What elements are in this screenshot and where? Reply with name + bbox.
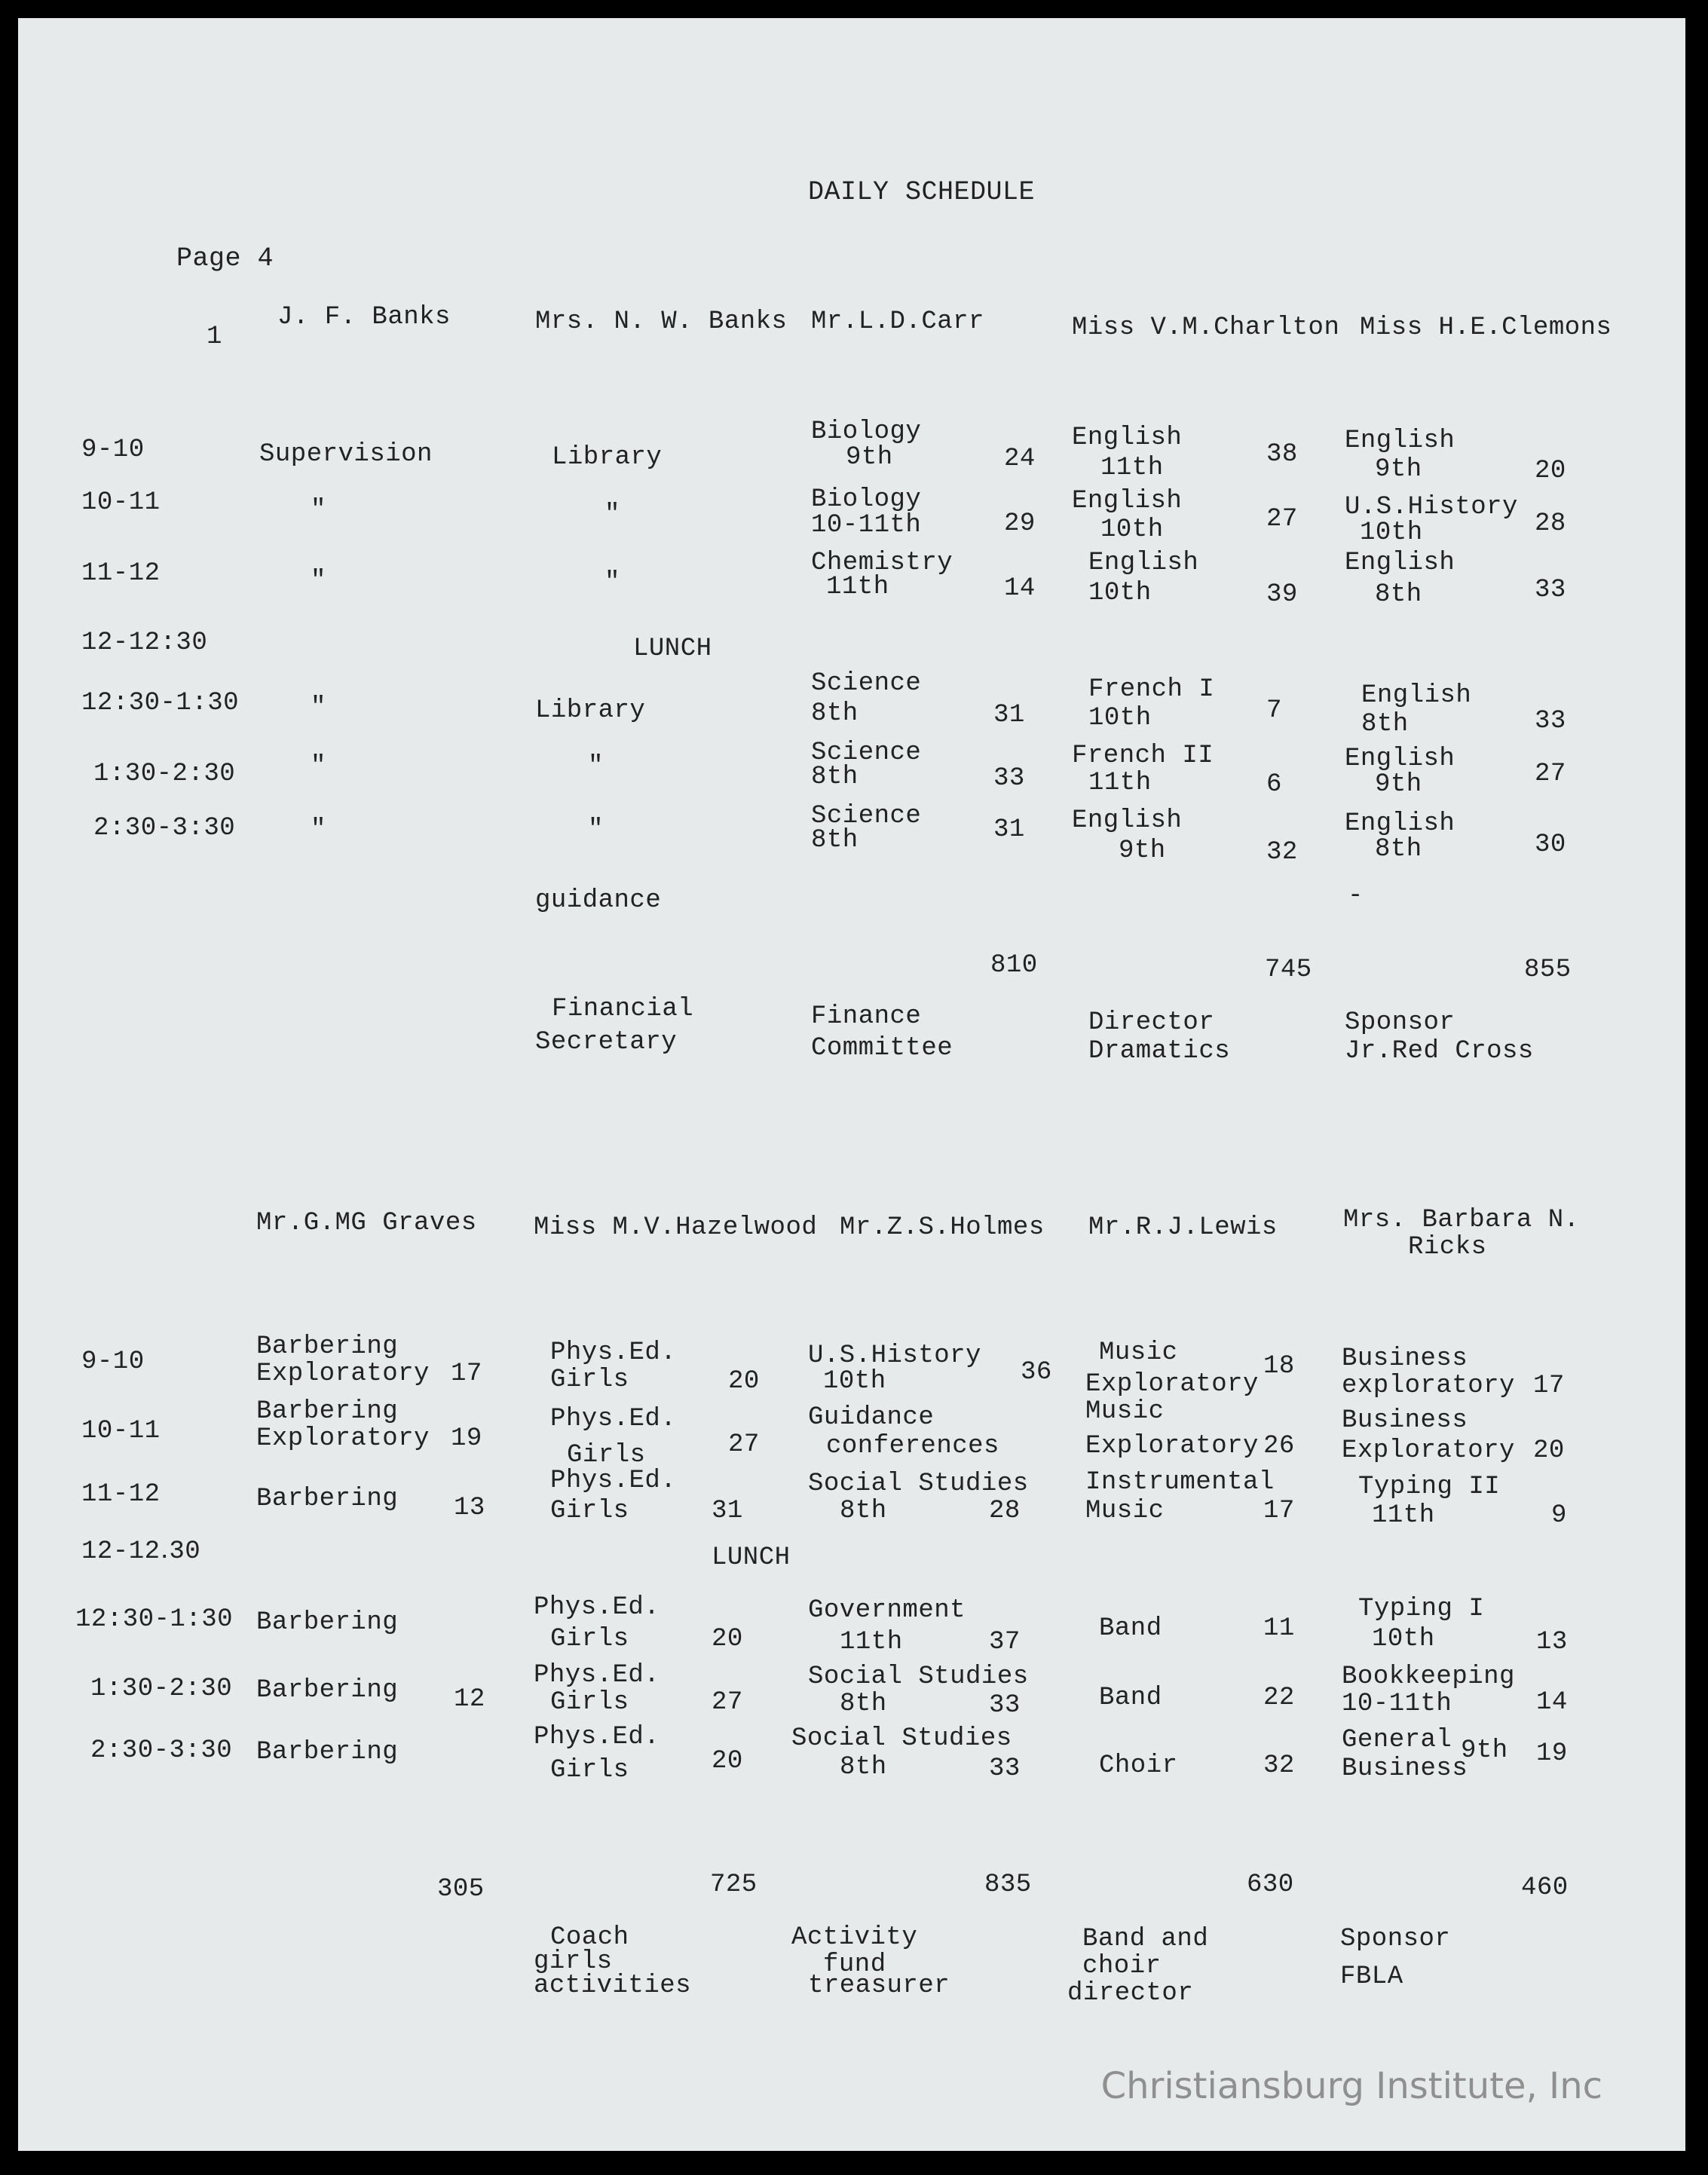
period-label: 12:30-1:30 [81,689,240,717]
class-grade: 9th [1461,1736,1508,1765]
period-label: 2:30-3:30 [90,1736,233,1765]
class-name: Phys.Ed. [550,1467,677,1495]
class-name: Barbering [256,1738,399,1767]
ditto-mark: " [311,815,326,844]
duty-line: Committee [811,1034,953,1063]
teacher-header: Mr.G.MG Graves [256,1209,477,1237]
class-name: Social Studies [791,1724,1012,1753]
class-grade: 8th [811,699,859,728]
duty-line: Director [1088,1008,1215,1037]
class-name: Band [1099,1614,1162,1643]
class-count: 29 [1004,509,1036,538]
class-grade: 10th [1100,515,1164,544]
class-name: French II [1072,742,1214,770]
class-name: English [1072,487,1183,515]
ditto-mark: " [311,567,326,595]
class-count: 27 [1266,505,1298,534]
class-grade: 10th [1360,519,1423,547]
ditto-mark: " [588,815,604,844]
class-grade: 8th [811,763,859,791]
class-name: Guidance [808,1403,935,1432]
total: 305 [437,1875,485,1904]
duty-line: Coach [550,1923,629,1952]
class-name: Social Studies [808,1470,1029,1498]
ditto-mark: " [311,496,326,525]
class-name: Instrumental [1085,1468,1275,1497]
class-grade: 8th [811,826,859,855]
period-label: 12:30-1:30 [75,1605,234,1634]
class-name: French I [1088,675,1215,704]
class-count: 31 [993,815,1025,844]
document-page [18,18,1685,2151]
class-name: Bookkeeping [1342,1663,1515,1691]
class-grade: Exploratory [1085,1370,1259,1399]
class-grade: 8th [840,1753,887,1782]
class-name: Social Studies [808,1663,1029,1691]
duty-line: Sponsor [1345,1008,1455,1037]
class-count: 38 [1266,440,1298,469]
class-count: 26 [1263,1432,1295,1461]
class-count: 9 [1551,1501,1567,1530]
duty-line: FBLA [1340,1962,1403,1991]
duty-line: Financial [552,995,694,1023]
class-grade: 10-11th [1342,1690,1452,1718]
class-count: 33 [993,764,1025,793]
class-name: Typing I [1358,1595,1485,1623]
total: 855 [1524,956,1572,984]
class-count: 17 [451,1360,482,1388]
class-name: Phys.Ed. [534,1661,660,1690]
class-grade: 10-11th [811,511,922,540]
teacher-header: Miss H.E.Clemons [1360,314,1612,342]
total: 460 [1521,1874,1569,1902]
period-label: 1:30-2:30 [90,1675,233,1703]
class-name: Music [1099,1338,1178,1367]
class-name: Barbering [256,1332,399,1361]
lunch-label: LUNCH [712,1543,791,1572]
class-count: 24 [1004,445,1036,473]
class-count: 13 [454,1494,485,1522]
schedule-cell: Library [552,443,663,472]
class-count: 20 [728,1367,760,1396]
class-name: Government [808,1596,966,1625]
class-grade: 10th [1088,704,1152,733]
period-label: 12-12․30 [81,1537,201,1566]
duty-line: Activity [791,1923,918,1952]
class-name: Music [1085,1397,1165,1426]
class-count: 19 [1536,1739,1568,1768]
duty-line: girls [534,1947,613,1976]
class-count: 18 [1263,1352,1295,1381]
class-name: Barbering [256,1608,399,1637]
class-name: Barbering [256,1397,399,1426]
class-name: Barbering [256,1676,399,1705]
class-grade: Exploratory [256,1424,430,1453]
class-grade: 11th [1372,1501,1435,1530]
class-count: 37 [989,1628,1021,1656]
section-number: 1 [207,323,222,351]
teacher-header: Miss M.V.Hazelwood [534,1213,818,1242]
teacher-header: Mr.Z.S.Holmes [840,1213,1045,1242]
class-grade: conferences [826,1432,999,1461]
class-name: English [1088,549,1199,577]
class-name: English [1072,806,1183,835]
class-grade: 11th [1100,454,1164,482]
class-name: English [1345,745,1455,773]
class-grade: 8th [1361,710,1409,739]
class-count: 17 [1533,1372,1565,1400]
total: 725 [710,1871,758,1899]
class-count: 33 [1535,707,1566,736]
period-label: 1:30-2:30 [93,760,236,788]
period-label: 10-11 [81,1417,161,1445]
class-count: 20 [712,1747,743,1776]
class-count: 32 [1266,838,1298,867]
class-count: 17 [1263,1497,1295,1525]
duty-line: Secretary [535,1028,678,1057]
class-grade: 11th [840,1628,903,1656]
total: 745 [1265,956,1312,984]
class-name: English [1072,424,1183,452]
class-grade: Exploratory [1085,1432,1259,1461]
class-count: 13 [1536,1628,1568,1656]
period-label: 12-12:30 [81,629,208,657]
period-label: 2:30-3:30 [93,814,236,843]
class-grade: 8th [1375,835,1422,864]
duty-line: choir [1082,1952,1162,1981]
class-count: 30 [1535,831,1566,859]
teacher-header: J. F. Banks [277,303,451,332]
class-count: 22 [1263,1684,1295,1712]
period-label: 9-10 [81,436,145,464]
class-count: 28 [989,1497,1021,1525]
class-name: English [1345,427,1455,455]
teacher-header: Mrs. N. W. Banks [535,307,788,336]
class-count: 33 [989,1754,1021,1783]
class-grade: 11th [826,573,889,601]
class-count: 27 [728,1430,760,1459]
class-name: Phys.Ed. [534,1593,660,1622]
class-grade: 10th [1088,579,1152,607]
class-grade: 8th [1375,580,1422,609]
class-name: U.S.History [808,1341,981,1370]
ditto-mark: " [605,500,620,529]
class-count: 31 [712,1497,743,1525]
teacher-header: Ricks [1408,1233,1487,1262]
class-count: 19 [451,1424,482,1453]
total: 630 [1247,1871,1294,1899]
class-name: Barbering [256,1485,399,1513]
class-count: 20 [1535,457,1566,485]
class-count: 33 [1535,576,1566,604]
class-name: General [1342,1726,1452,1754]
schedule-cell: guidance [535,886,662,915]
class-grade: 9th [1375,770,1422,799]
class-count: 27 [712,1688,743,1717]
period-label: 9-10 [81,1348,145,1376]
class-name: Business [1342,1406,1468,1435]
schedule-cell: Library [535,696,646,725]
class-count: 20 [712,1625,743,1653]
class-count: 7 [1266,696,1282,725]
period-label: 11-12 [81,1480,161,1509]
class-grade: Exploratory [256,1360,430,1388]
class-name: Science [811,739,922,767]
class-name: Biology [811,485,922,514]
duty-line: Finance [811,1002,922,1031]
teacher-header: Mr.R.J.Lewis [1088,1213,1278,1242]
total: 835 [984,1871,1032,1899]
class-name: Choir [1099,1751,1178,1780]
class-grade: Girls [550,1756,629,1785]
class-count: 39 [1266,580,1298,609]
teacher-header: Mr.L.D.Carr [811,307,984,336]
class-count: 14 [1536,1688,1568,1717]
duty-line: Band and [1082,1925,1209,1953]
duty-line: treasurer [808,1972,950,2000]
class-name: English [1345,549,1455,577]
lunch-label: LUNCH [633,635,712,663]
duty-line: Jr.Red Cross [1345,1037,1534,1066]
teacher-header: Miss V.M.Charlton [1072,314,1340,342]
class-count: 6 [1266,770,1282,799]
total: 810 [990,951,1038,980]
class-count: 32 [1263,1751,1295,1780]
class-count: 31 [993,701,1025,730]
class-grade: exploratory [1342,1372,1515,1400]
class-grade: Business [1342,1754,1468,1783]
class-name: Typing II [1358,1473,1501,1501]
class-grade: 9th [846,443,893,472]
class-name: Biology [811,418,922,446]
class-grade: Music [1085,1497,1165,1525]
class-grade: Girls [550,1497,629,1525]
duty-line: Dramatics [1088,1037,1231,1066]
class-grade: 11th [1088,769,1152,797]
ditto-mark: " [605,568,620,597]
schedule-cell: Supervision [259,440,433,469]
period-label: 10-11 [81,488,161,517]
ditto-mark: " [311,693,326,722]
class-name: Chemistry [811,549,953,577]
class-name: Science [811,669,922,698]
class-grade: Girls [550,1366,629,1394]
class-name: Phys.Ed. [550,1405,677,1433]
class-name: English [1361,681,1472,710]
class-count: 11 [1263,1614,1295,1643]
class-grade: 8th [840,1690,887,1718]
class-count: 12 [454,1685,485,1714]
class-count: 14 [1004,574,1036,603]
class-count: 27 [1535,760,1566,788]
class-name: Phys.Ed. [550,1338,677,1367]
class-name: Business [1342,1344,1468,1373]
duty-line: Sponsor [1340,1925,1451,1953]
class-grade: 9th [1119,837,1166,865]
class-grade: Girls [567,1441,646,1470]
class-grade: 10th [823,1367,886,1396]
class-count: 36 [1021,1358,1052,1387]
class-count: 33 [989,1691,1021,1720]
duty-line: fund [823,1950,886,1979]
class-grade: 8th [840,1497,887,1525]
ditto-mark: " [311,752,326,781]
class-name: English [1345,809,1455,838]
dash-mark: - [1348,882,1364,910]
class-name: Science [811,802,922,831]
duty-line: director [1067,1979,1194,2008]
class-grade: 9th [1375,455,1422,484]
page-label: Page 4 [176,243,274,274]
class-count: 20 [1533,1436,1565,1465]
class-name: Band [1099,1684,1162,1712]
page-title: DAILY SCHEDULE [808,177,1036,207]
ditto-mark: " [588,752,604,781]
class-grade: 10th [1372,1625,1435,1653]
period-label: 11-12 [81,559,161,588]
watermark: Christiansburg Institute, Inc [1100,2065,1602,2107]
class-name: U.S.History [1345,493,1518,522]
class-name: Phys.Ed. [534,1723,660,1751]
class-grade: Girls [550,1688,629,1717]
class-grade: Girls [550,1625,629,1653]
class-count: 28 [1535,509,1566,538]
class-grade: Exploratory [1342,1436,1515,1465]
duty-line: activities [534,1972,692,2000]
teacher-header: Mrs. Barbara N. [1343,1206,1580,1234]
